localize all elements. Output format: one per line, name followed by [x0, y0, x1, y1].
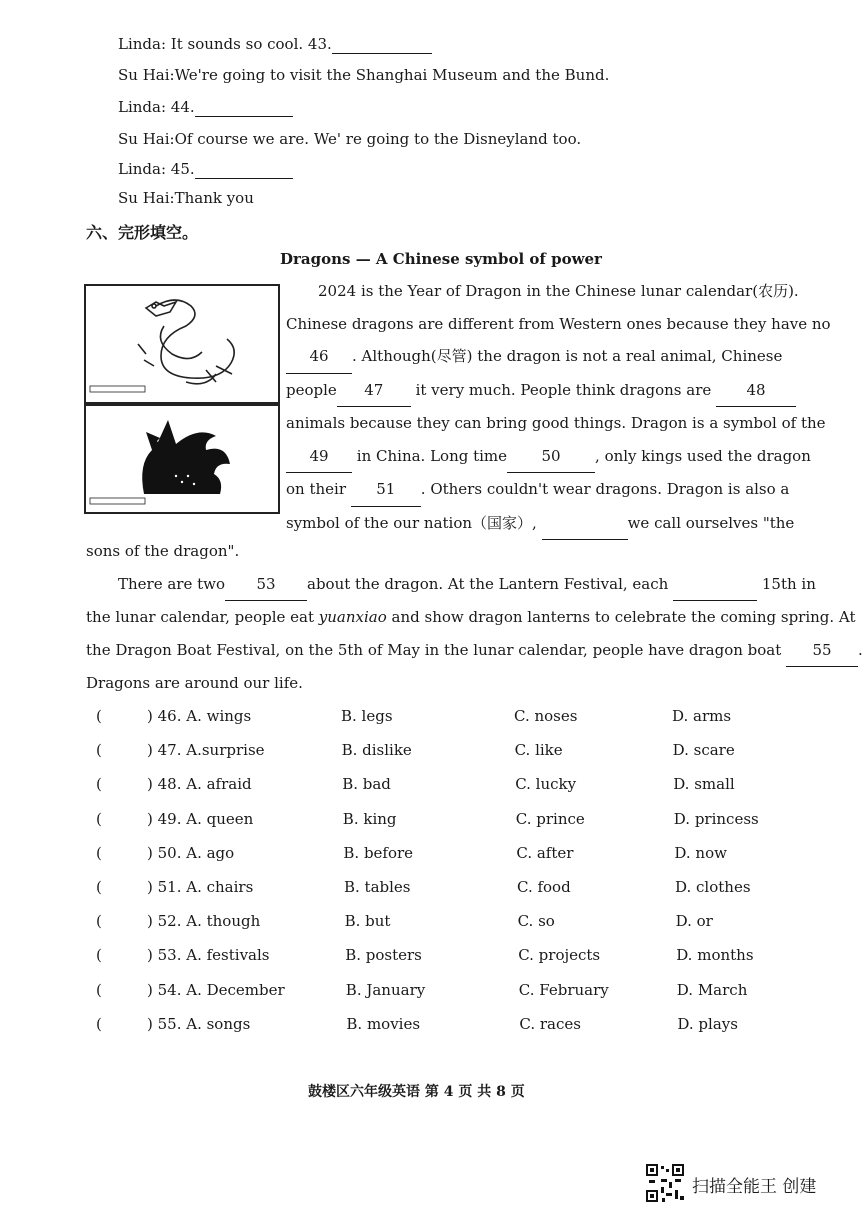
question-option-d: D. princess	[673, 809, 759, 828]
question-option-d: D. small	[673, 775, 735, 794]
question-option-c: C. noses	[514, 707, 578, 725]
question-option-d: D. plays	[677, 1014, 738, 1033]
dialogue-line: Su Hai:We're going to visit the Shanghai Museum and the Bund.	[118, 66, 610, 84]
cloze-blank-49[interactable]: 49	[286, 440, 352, 474]
passage-body-right: 2024 is the Year of Dragon in the Chinese lunar calendar(农历). Chinese dragons are different from Western ones because they have no 46 . Although(尽管) the dragon is not a real animal, Chinese people 47 it very much. People think dragons are 48 animals because they can bring good things. Dragon is a symbol of the 49 in China. Long time 50 , only kings used the dragon on their 51 . Others couldn't wear dragons. Dragon is also a symbol of the our nation（国家）, we call ourselves "the	[286, 275, 831, 540]
question-option-c: C. prince	[515, 809, 585, 828]
question-option-b: B. before	[343, 843, 414, 862]
answer-bracket[interactable]: (	[96, 878, 102, 896]
page-footer: 鼓楼区六年级英语 第 4 页 共 8 页	[308, 1084, 525, 1100]
question-option-b: B. January	[345, 980, 426, 999]
chinese-dragon-drawing	[86, 286, 278, 402]
question-option-d: D. now	[674, 843, 727, 862]
answer-bracket[interactable]: (	[96, 946, 102, 965]
question-option-c: C. food	[517, 878, 571, 896]
question-option-d: D. scare	[672, 741, 735, 760]
cloze-blank-55[interactable]: 55	[786, 634, 858, 668]
passage-title: Dragons — A Chinese symbol of power	[280, 250, 602, 268]
chinese-dragon-image	[84, 284, 280, 404]
question-option-a: ) 52. A. though	[147, 912, 261, 931]
western-dragon-drawing	[86, 406, 278, 512]
question-option-a: ) 55. A. songs	[147, 1014, 251, 1033]
question-option-a: ) 47. A.surprise	[147, 741, 265, 760]
cloze-blank-54[interactable]	[673, 568, 757, 602]
question-option-d: D. arms	[672, 707, 732, 725]
question-option-b: B. bad	[342, 775, 391, 794]
question-option-a: ) 53. A. festivals	[147, 946, 270, 965]
question-option-b: B. movies	[346, 1014, 421, 1033]
question-option-a: ) 51. A. chairs	[147, 878, 254, 896]
question-option-d: D. clothes	[675, 878, 751, 896]
answer-bracket[interactable]: (	[96, 912, 102, 931]
question-option-a: ) 48. A. afraid	[147, 775, 252, 794]
passage-body: sons of the dragon". There are two 53 about the dragon. At the Lantern Festival, each 15th in the lunar calendar, people eat yuanxiao and show dragon lanterns to celebrate the coming spring. At the Dragon Boat Festival, on the 5th of May in the lunar calendar, people have dragon boat 55 . Dragons are around our life.	[86, 542, 863, 692]
dialogue-line: Su Hai:Thank you	[118, 189, 254, 207]
cloze-blank-53[interactable]: 53	[225, 568, 307, 602]
answer-bracket[interactable]: (	[96, 1014, 102, 1033]
cloze-blank-51[interactable]: 51	[351, 473, 421, 507]
cloze-blank-48[interactable]: 48	[716, 374, 796, 408]
cloze-blank-50[interactable]: 50	[507, 440, 595, 474]
answer-bracket[interactable]: (	[96, 843, 102, 862]
question-option-b: B. dislike	[341, 741, 412, 760]
answer-bracket[interactable]: (	[96, 809, 102, 828]
question-option-c: C. February	[518, 980, 609, 999]
dialogue-line-43: Linda: It sounds so cool. 43.	[118, 35, 432, 54]
cloze-blank-47[interactable]: 47	[337, 374, 411, 408]
answer-blank-45[interactable]	[195, 160, 293, 179]
dialogue-line-45: Linda: 45.	[118, 160, 293, 179]
question-option-c: C. lucky	[515, 775, 577, 794]
answer-bracket[interactable]: (	[96, 775, 102, 794]
question-option-c: C. after	[516, 843, 574, 862]
question-option-c: C. so	[517, 912, 555, 931]
question-option-d: D. or	[675, 912, 713, 931]
qr-code-icon	[645, 1163, 685, 1203]
question-option-c: C. projects	[518, 946, 601, 965]
answer-blank-44[interactable]	[195, 98, 293, 117]
question-option-b: B. tables	[344, 878, 411, 896]
western-dragon-image	[84, 404, 280, 514]
cloze-blank-46[interactable]: 46	[286, 340, 352, 374]
question-option-a: ) 49. A. queen	[147, 809, 254, 828]
dialogue-line-44: Linda: 44.	[118, 98, 293, 117]
answer-bracket[interactable]: (	[96, 980, 102, 999]
question-option-c: C. like	[514, 741, 563, 760]
question-option-b: B. posters	[345, 946, 422, 965]
question-option-b: B. legs	[341, 707, 393, 725]
question-option-d: D. months	[676, 946, 754, 965]
question-option-c: C. races	[519, 1014, 581, 1033]
answer-bracket[interactable]: (	[96, 707, 102, 725]
question-option-b: B. but	[344, 912, 391, 931]
question-option-b: B. king	[342, 809, 397, 828]
answer-bracket[interactable]: (	[96, 741, 102, 760]
answer-blank-43[interactable]	[332, 35, 432, 54]
scanner-watermark: 扫描全能王 创建	[692, 1177, 817, 1197]
dialogue-line: Su Hai:Of course we are. We' re going to the Disneyland too.	[118, 130, 582, 148]
question-option-a: ) 50. A. ago	[147, 843, 235, 862]
question-option-d: D. March	[676, 980, 748, 999]
question-option-a: ) 46. A. wings	[147, 707, 252, 725]
question-option-a: ) 54. A. December	[147, 980, 285, 999]
section-title: 六、完形填空。	[86, 223, 199, 242]
